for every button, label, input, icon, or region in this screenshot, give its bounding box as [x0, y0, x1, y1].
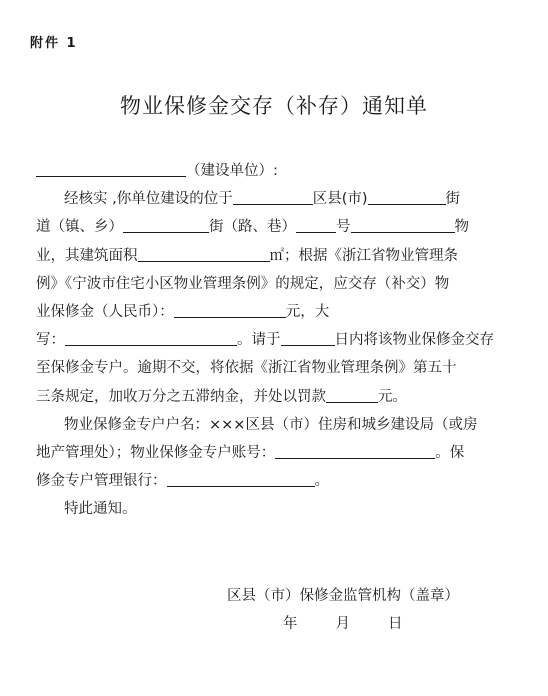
- text-segment: 号: [336, 219, 351, 236]
- text-segment: 修金专户管理银行：: [36, 473, 167, 490]
- blank-field: [65, 329, 237, 346]
- blank-field: [174, 301, 286, 318]
- blank-field: [123, 216, 209, 233]
- text-segment: 物: [454, 219, 469, 236]
- body-line: [36, 242, 514, 270]
- text-segment: 。保: [435, 444, 465, 461]
- body-line: [36, 298, 514, 326]
- body-line: 物业保修金专户户名：×××区县（市）住房和城乡建设局（或房: [64, 416, 478, 433]
- day-label: 日: [388, 616, 403, 632]
- blank-field: [351, 216, 455, 233]
- body-line: [36, 439, 514, 467]
- text-segment: 。请于: [237, 332, 281, 349]
- year-label: 年: [283, 616, 298, 632]
- text-segment: ㎡；根据《浙江省物业管理条: [269, 247, 458, 264]
- text-segment: 道（镇、乡）: [36, 219, 123, 236]
- text-segment: 写：: [36, 332, 65, 349]
- text-segment: 街（路、巷）: [209, 219, 296, 236]
- text-segment: 区县(市): [312, 191, 368, 208]
- text-segment: 日内将该物业保修金交存: [334, 332, 494, 349]
- blank-field: [368, 188, 446, 205]
- addressee-line: [36, 157, 514, 185]
- addressee-suffix: （建设单位）:: [186, 163, 278, 179]
- body-line: [36, 213, 514, 241]
- text-segment: 。: [314, 473, 329, 490]
- month-label: 月: [335, 616, 350, 632]
- notice-body: [36, 157, 514, 523]
- blank-field: [326, 386, 378, 403]
- blank-field: [138, 245, 270, 262]
- text-segment: 元，大: [285, 303, 330, 320]
- text-segment: 经核实 ,你单位建设的位于: [64, 191, 233, 208]
- body-line: [36, 185, 514, 213]
- closing-line: 特此通知。: [64, 501, 137, 518]
- body-line: 至保修金专户。逾期不交，将依据《浙江省物业管理条例》第五十: [36, 360, 457, 377]
- text-segment: 三条规定，加收万分之五滞纳金，并处以罚款: [36, 388, 326, 405]
- document-title: 物业保修金交存（补存）通知单: [120, 94, 428, 118]
- blank-field: [275, 442, 435, 459]
- text-segment: 业保修金（人民币）：: [36, 303, 174, 320]
- body-line: [36, 467, 514, 495]
- body-line: [36, 383, 514, 411]
- body-line: [36, 326, 514, 354]
- blank-field: [296, 216, 336, 233]
- blank-field: [167, 470, 315, 487]
- blank-field: [233, 188, 313, 205]
- text-segment: 街: [445, 191, 461, 208]
- text-segment: 地产管理处）；物业保修金专户账号：: [36, 444, 276, 461]
- blank-field: [36, 160, 186, 177]
- date-line: [283, 612, 403, 633]
- supervising-org-seal: 区县（市）保修金监管机构（盖章）: [227, 588, 459, 604]
- text-segment: 元。: [378, 388, 407, 405]
- blank-field: [281, 329, 335, 346]
- body-line: 例》《宁波市住宅小区物业管理条例》的规定，应交存（补交）物: [36, 275, 450, 292]
- text-segment: 业，其建筑面积: [36, 247, 138, 264]
- attachment-label: 附件 1: [30, 36, 78, 51]
